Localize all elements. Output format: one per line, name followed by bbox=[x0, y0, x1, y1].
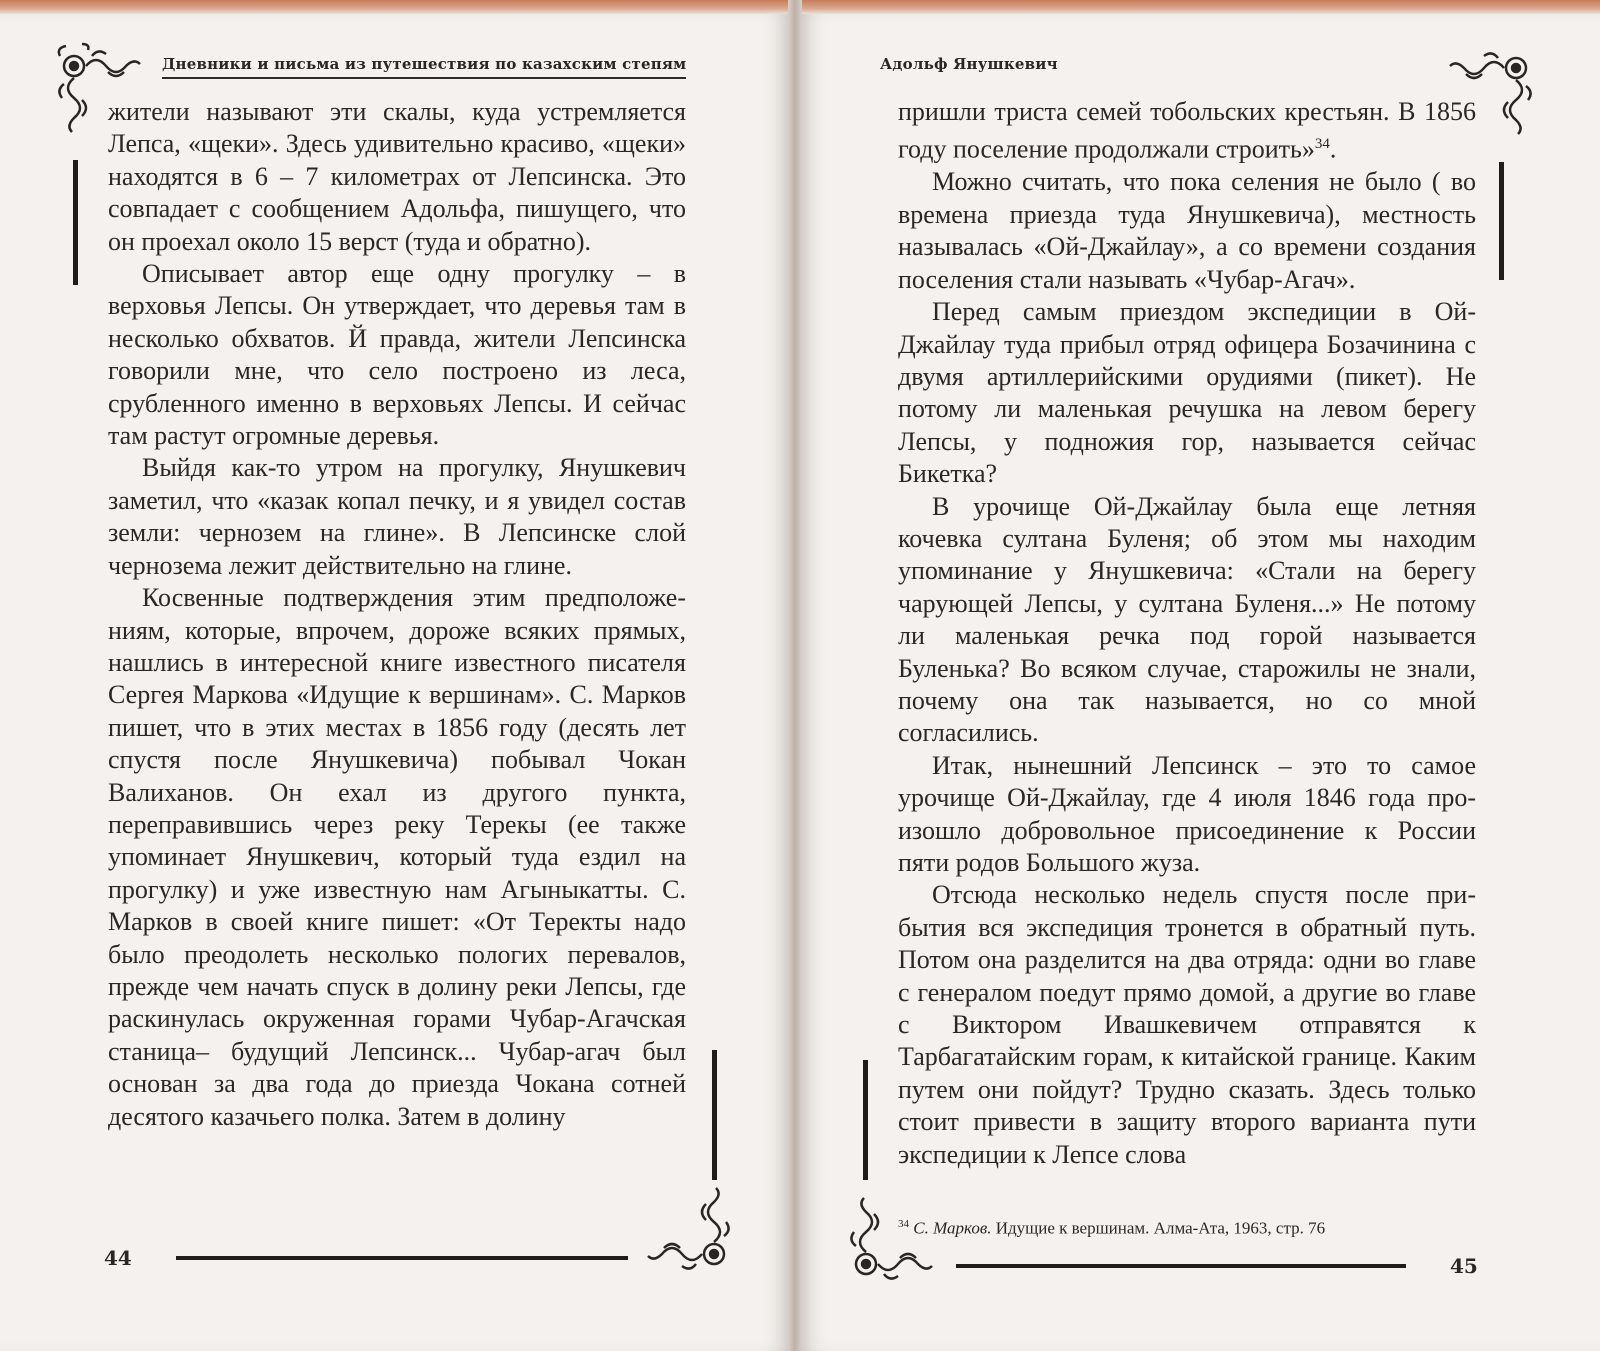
footnote-number: 34 bbox=[898, 1218, 909, 1230]
left-page-number: 44 bbox=[104, 1246, 132, 1270]
right-bottom-bar bbox=[863, 1060, 868, 1180]
left-paragraph bbox=[108, 258, 686, 452]
left-paragraph-text: жители называют эти скалы, куда устремляется Лепса, «щеки». Здесь удивительно красиво, «щеки» находятся в 6 – 7 километрах от Лепсинска. Это совпадает с сообщением Адольфа, пишущего, что он проехал около 15 верст (туда и обратно). bbox=[108, 97, 686, 256]
right-paragraph-text: В урочище Ой-Джайлау была еще летняя кочевка султана Буленя; об этом мы находим упоминание у Янушкевича: «Стали на берегу чарующей Лепсы, у султана Буленя...» Не потому ли маленькая речка под горой называется Буленька? Во всяком случае, старожилы не знали, почему она так называется, но со мной согласились. bbox=[898, 491, 1476, 748]
right-paragraph bbox=[898, 296, 1476, 490]
right-paragraph bbox=[898, 750, 1476, 880]
left-head-rule bbox=[162, 77, 686, 79]
right-paragraph bbox=[898, 879, 1476, 1171]
corner-ornament-bottom-left-icon bbox=[842, 1188, 962, 1298]
footnote bbox=[898, 1218, 1325, 1239]
right-margin-bar bbox=[1499, 162, 1504, 280]
left-footer-rule bbox=[176, 1256, 628, 1260]
right-body-text bbox=[898, 96, 1476, 1171]
left-running-head: Дневники и письма из путешествия по казахским степям bbox=[162, 55, 687, 73]
footnote-author: С. Марков. bbox=[913, 1218, 992, 1238]
right-paragraph-text: . bbox=[1329, 135, 1337, 165]
right-paragraph-text: Перед самым приездом экспедиции в Ой-Джайлау туда прибыл отряд офицера Бозачинина с двумя артиллерийскими орудиями (пикет). Не потому ли маленькая речушка на левом берегу Лепсы, у подножия гор, называется сейчас Бикетка? bbox=[898, 297, 1476, 489]
right-paragraph bbox=[898, 491, 1476, 750]
left-body-text bbox=[108, 96, 686, 1133]
left-paragraph bbox=[108, 582, 686, 1133]
left-paragraph bbox=[108, 96, 686, 258]
left-margin-bar bbox=[73, 160, 78, 285]
corner-ornament-bottom-right-icon bbox=[620, 1178, 740, 1288]
right-running-head: Адольф Янушкевич bbox=[880, 55, 1058, 73]
right-paragraph-text: Отсюда несколько недель спустя после прибытия вся экспедиция тронется в обратный путь. Потом она разделится на два отряда: одни во главе с генералом поедут прямо домой, а другие во главе с Виктором Ивашкевичем отправятся к Тарбагатайским горам, к китайской границе. Каким путем они пойдут? Трудно сказать. Здесь только стоит привести в защиту второго варианта пути экспедиции к Лепсе слова bbox=[898, 880, 1476, 1169]
right-paragraph-text: пришли триста семей тобольских крестьян. В 1856 году поселение продолжали строить» bbox=[898, 97, 1476, 165]
right-paragraph-text: Можно считать, что пока селения не было ( во времена приезда туда Янушкевича), местность называлась «Ой-Джайлау», а со времени создания поселения стали называть «Чубар-Агач». bbox=[898, 167, 1476, 294]
footnote-text: Идущие к вершинам. Алма-Ата, 1963, стр. 76 bbox=[991, 1218, 1326, 1238]
right-paragraph-text: Итак, нынешний Лепсинск – это то самое урочище Ой-Джайлау, где 4 июля 1846 года произошло добровольное присоединение к России пяти родов Большого жуза. bbox=[898, 750, 1476, 877]
right-page-number: 45 bbox=[1450, 1254, 1478, 1278]
right-paragraph bbox=[898, 96, 1476, 166]
footnote-reference: 34 bbox=[1314, 136, 1330, 153]
left-paragraph-text: Описывает автор еще одну прогулку – в верховья Лепсы. Он утверждает, что деревья там в несколько обхватов. Й правда, жители Лепсинска говорили мне, что село построено из леса, срубленного именно в верховьях Лепсы. И сейчас там растут огромные деревья. bbox=[108, 259, 686, 451]
left-paragraph bbox=[108, 452, 686, 582]
right-paragraph bbox=[898, 166, 1476, 296]
right-footer-rule bbox=[956, 1264, 1406, 1268]
left-bottom-bar bbox=[712, 1050, 717, 1180]
left-paragraph-text: Косвенные подтверждения этим предположениям, которые, впрочем, дороже всяких прямых, нашлись в интересной книге известного писателя Сергея Маркова «Идущие к вершинам». С. Марков пишет, что в этих местах в 1856 году (десять лет спустя после Янушкевича) побывал Чокан Валиханов. Он ехал из другого пункта, переправившись через реку Терекы (ее также упоминает Янушкевич, который туда ездил на прогулку) и уже известную нам Агыныкатты. С. Марков в своей книге пишет: «От Теректы надо было преодолеть несколько пологих перевалов, прежде чем начать спуск в долину реки Лепсы, где раскинулась окруженная горами Чубар-Агачская станица– будущий Лепсинск... Чубар-агач был основан за два года до приезда Чокана сотней десятого казачьего полка. Затем в долину bbox=[108, 583, 686, 1131]
left-paragraph-text: Выйдя как-то утром на прогулку, Янушкевич заметил, что «казак копал печку, и я увидел состав земли: чернозем на глине». В Лепсинске слой чернозема лежит действительно на глине. bbox=[108, 453, 686, 580]
